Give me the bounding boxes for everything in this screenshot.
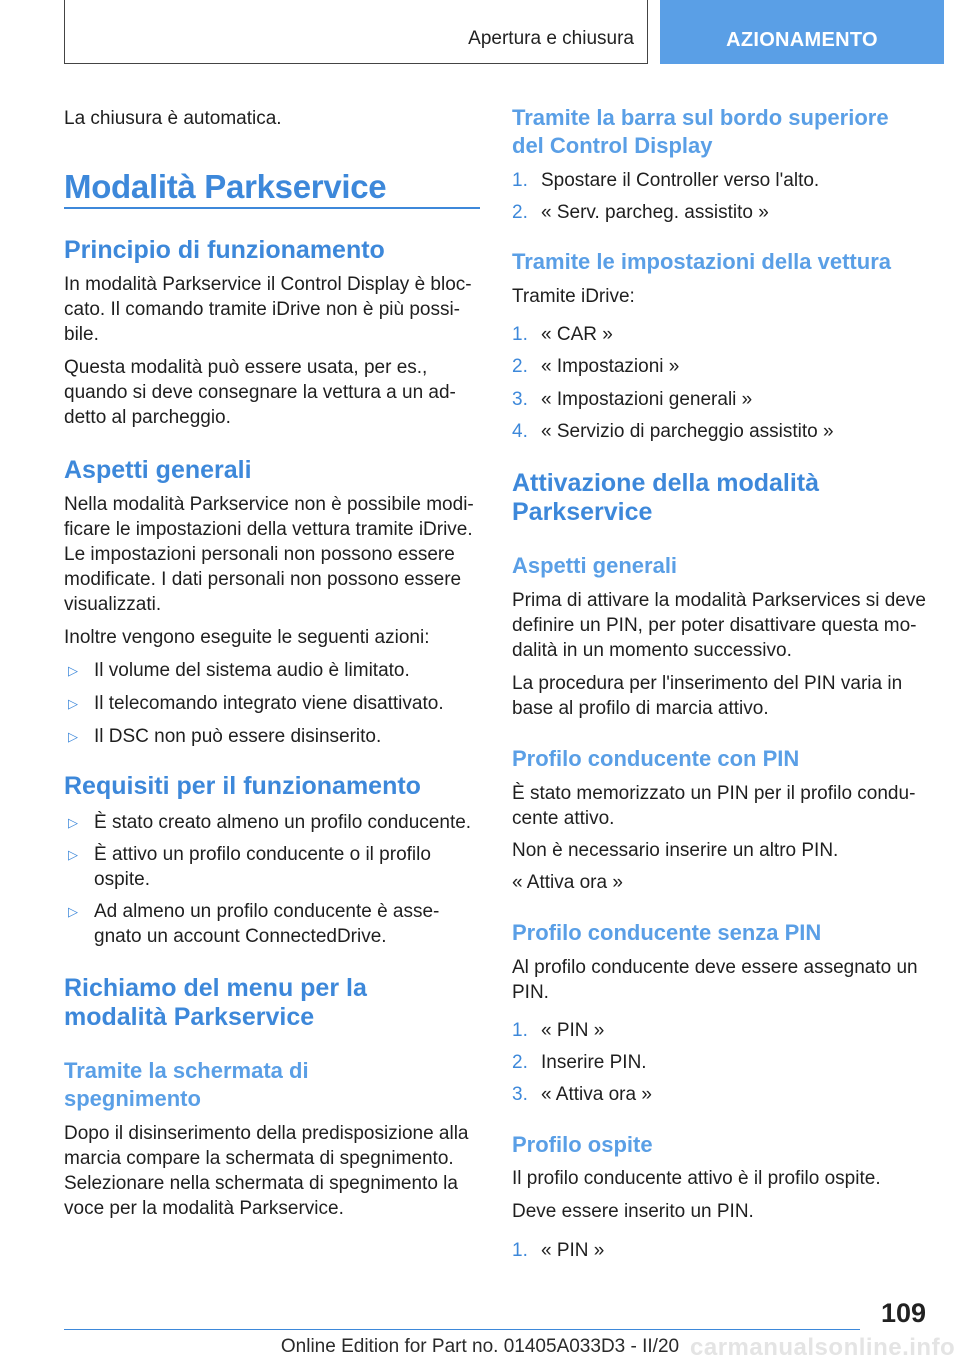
footer-rule (64, 1329, 860, 1330)
subheading-senza-pin: Profilo conducente senza PIN (512, 920, 822, 945)
heading-barra-1: Tramite la barra sul bordo superiore (512, 105, 889, 130)
ospite-line-2: Deve essere inserito un PIN. (512, 1201, 754, 1222)
impostazioni-intro: Tramite iDrive: (512, 286, 635, 307)
con-pin-line-3: Non è necessario inserire un altro PIN. (512, 840, 839, 861)
triangle-bullet-icon: ▷ (68, 696, 78, 711)
list-item: 1. « PIN » (512, 1020, 605, 1041)
aspetti-line-5: visualizzati. (64, 594, 162, 615)
footer-edition: Online Edition for Part no. 01405A033D3 - II/20 (280, 1336, 680, 1357)
aspetti-line-4: modificate. I dati personali non possono essere (64, 569, 462, 590)
senza-pin-line-2: PIN. (512, 982, 549, 1003)
aspetti-actions-intro: Inoltre vengono eseguite le seguenti azioni: (64, 627, 430, 648)
richiamo-line-4: voce per la modalità Parkservice. (64, 1198, 344, 1219)
heading-barra-2: del Control Display (512, 133, 713, 158)
list-item: 1. « CAR » (512, 324, 613, 345)
richiamo-line-2: marcia compare la schermata di spegnimento. (64, 1148, 454, 1169)
triangle-bullet-icon: ▷ (68, 729, 78, 744)
attivazione-line-1: Prima di attivare la modalità Parkservices si deve (512, 590, 926, 611)
subheading-spegnimento-1: Tramite la schermata di (64, 1058, 309, 1083)
principio-line-1: In modalità Parkservice il Control Display è bloc‐ (64, 274, 472, 295)
subheading-spegnimento-2: spegnimento (64, 1086, 201, 1111)
list-item: 3. « Impostazioni generali » (512, 389, 753, 410)
title-rule (64, 207, 480, 209)
aspetti-line-1: Nella modalità Parkservice non è possibile modi‐ (64, 494, 474, 515)
con-pin-line-1: È stato memorizzato un PIN per il profilo condu‐ (512, 783, 916, 804)
heading-aspetti: Aspetti generali (64, 456, 252, 484)
principio-line-6: detto al parcheggio. (64, 407, 231, 428)
list-item: ▷ Il telecomando integrato viene disattivato. (68, 693, 444, 714)
list-item: ▷ È attivo un profilo conducente o il profilo ospite. (68, 844, 431, 890)
principio-line-5: quando si deve consegnare la vettura a un ad‐ (64, 382, 456, 403)
list-item: ▷ Ad almeno un profilo conducente è asse‐ gnato un account ConnectedDrive. (68, 901, 440, 947)
subheading-ospite: Profilo ospite (512, 1132, 653, 1157)
page-number: 109 (880, 1298, 926, 1328)
header-section-title: Apertura e chiusura (468, 28, 634, 49)
heading-richiamo-1: Richiamo del menu per la (64, 974, 367, 1002)
triangle-bullet-icon: ▷ (68, 815, 78, 830)
attivazione-line-5: base al profilo di marcia attivo. (512, 698, 769, 719)
list-item: 3. « Attiva ora » (512, 1084, 652, 1105)
subheading-con-pin: Profilo conducente con PIN (512, 746, 800, 771)
list-item: 2. « Impostazioni » (512, 356, 680, 377)
principio-line-2: cato. Il comando tramite iDrive non è più possi‐ (64, 299, 461, 320)
senza-pin-line-1: Al profilo conducente deve essere assegnato un (512, 957, 918, 978)
header-chapter-tab (660, 0, 944, 64)
list-item: ▷ Il volume del sistema audio è limitato. (68, 660, 410, 681)
list-item: 2. Inserire PIN. (512, 1052, 647, 1073)
heading-principio: Principio di funzionamento (64, 236, 385, 264)
richiamo-line-3: Selezionare nella schermata di spegnimento la (64, 1173, 458, 1194)
con-pin-action: « Attiva ora » (512, 872, 623, 893)
header-chapter-label: AZIONAMENTO (726, 29, 878, 51)
heading-impostazioni: Tramite le impostazioni della vettura (512, 249, 891, 274)
heading-attivazione-2: Parkservice (512, 498, 653, 526)
richiamo-line-1: Dopo il disinserimento della predisposizione alla (64, 1123, 469, 1144)
heading-requisiti: Requisiti per il funzionamento (64, 772, 421, 800)
page-title: Modalità Parkservice (64, 168, 387, 205)
triangle-bullet-icon: ▷ (68, 847, 78, 862)
intro-text: La chiusura è automatica. (64, 108, 282, 129)
aspetti-line-2: ficare le impostazioni della vettura tramite iDrive. (64, 519, 473, 540)
aspetti-line-3: Le impostazioni personali non possono essere (64, 544, 455, 565)
watermark: carmanualsonline.info (690, 1334, 956, 1361)
heading-richiamo-2: modalità Parkservice (64, 1003, 315, 1031)
attivazione-line-2: definire un PIN, per poter disattivare questa mo‐ (512, 615, 917, 636)
principio-line-4: Questa modalità può essere usata, per es., (64, 357, 428, 378)
triangle-bullet-icon: ▷ (68, 663, 78, 678)
con-pin-line-2: cente attivo. (512, 808, 615, 829)
ospite-line-1: Il profilo conducente attivo è il profilo ospite. (512, 1168, 881, 1189)
subheading-aspetti: Aspetti generali (512, 553, 678, 578)
list-item: 2. « Serv. parcheg. assistito » (512, 202, 769, 223)
list-item: 1. Spostare il Controller verso l'alto. (512, 170, 820, 191)
attivazione-line-4: La procedura per l'inserimento del PIN varia in (512, 673, 903, 694)
list-item: 4. « Servizio di parcheggio assistito » (512, 421, 834, 442)
heading-attivazione-1: Attivazione della modalità (512, 469, 820, 497)
list-item: ▷ È stato creato almeno un profilo conducente. (68, 812, 472, 833)
list-item: ▷ Il DSC non può essere disinserito. (68, 726, 382, 747)
list-item: 1. « PIN » (512, 1240, 605, 1261)
triangle-bullet-icon: ▷ (68, 904, 78, 919)
principio-line-3: bile. (64, 324, 99, 345)
attivazione-line-3: dalità in un momento successivo. (512, 640, 792, 661)
